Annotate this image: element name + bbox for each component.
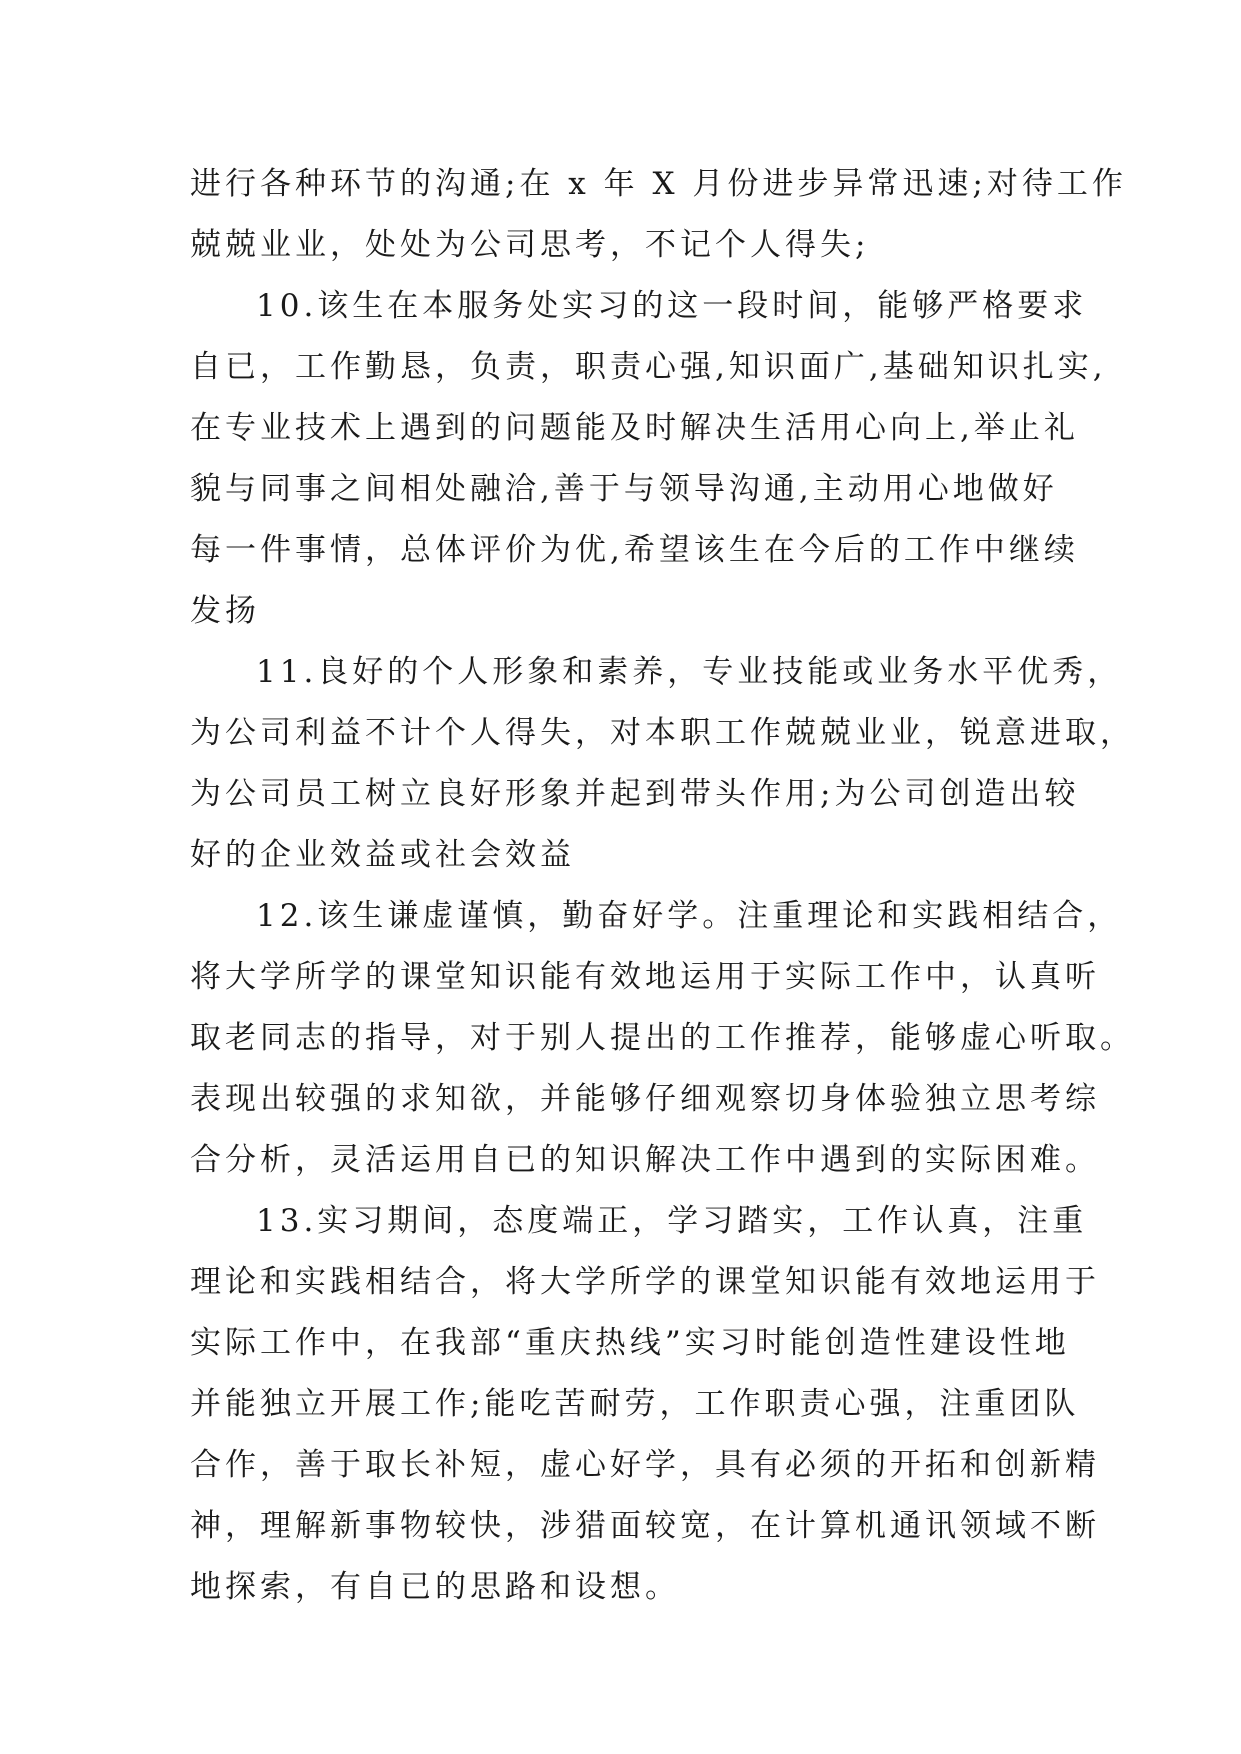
body-text <box>190 154 1135 1618</box>
text-line: 自已，工作勤恳，负责，职责心强,知识面广,基础知识扎实, <box>190 349 1107 385</box>
text-line: 并能独立开展工作;能吃苦耐劳，工作职责心强，注重团队 <box>190 1386 1080 1422</box>
text-line: 实际工作中，在我部“重庆热线”实习时能创造性建设性地 <box>190 1325 1070 1361</box>
text-line: 貌与同事之间相处融洽,善于与领导沟通,主动用心地做好 <box>190 471 1058 507</box>
text-line: 发扬 <box>190 593 260 629</box>
text-line: 好的企业效益或社会效益 <box>190 837 575 873</box>
text-line: 地探索，有自已的思路和设想。 <box>190 1569 680 1605</box>
text-line: 进行各种环节的沟通;在 x 年 X 月份进步异常迅速;对待工作 <box>190 166 1127 202</box>
text-line: 神，理解新事物较快，涉猎面较宽，在计算机通讯领域不断 <box>190 1508 1100 1544</box>
text-line: 为公司员工树立良好形象并起到带头作用;为公司创造出较 <box>190 776 1080 812</box>
paragraph-11-start: 11.良好的个人形象和素养，专业技能或业务水平优秀， <box>256 654 1123 690</box>
text-line: 理论和实践相结合，将大学所学的课堂知识能有效地运用于 <box>190 1264 1100 1300</box>
text-line: 表现出较强的求知欲，并能够仔细观察切身体验独立思考综 <box>190 1081 1100 1117</box>
text-line: 为公司利益不计个人得失，对本职工作兢兢业业，锐意进取， <box>190 715 1135 751</box>
text-line: 在专业技术上遇到的问题能及时解决生活用心向上,举止礼 <box>190 410 1079 446</box>
paragraph-10-start: 10.该生在本服务处实习的这一段时间，能够严格要求 <box>256 288 1088 324</box>
text-line: 合分析，灵活运用自已的知识解决工作中遇到的实际困难。 <box>190 1142 1100 1178</box>
text-line: 兢兢业业，处处为公司思考，不记个人得失; <box>190 227 870 263</box>
text-line: 合作，善于取长补短，虚心好学，具有必须的开拓和创新精 <box>190 1447 1100 1483</box>
paragraph-13-start: 13.实习期间，态度端正，学习踏实，工作认真，注重 <box>256 1203 1088 1239</box>
text-line: 取老同志的指导，对于别人提出的工作推荐，能够虚心听取。 <box>190 1020 1135 1056</box>
paragraph-12-start: 12.该生谦虚谨慎，勤奋好学。注重理论和实践相结合， <box>256 898 1123 934</box>
text-line: 将大学所学的课堂知识能有效地运用于实际工作中，认真听 <box>190 959 1100 995</box>
text-line: 每一件事情，总体评价为优,希望该生在今后的工作中继续 <box>190 532 1079 568</box>
